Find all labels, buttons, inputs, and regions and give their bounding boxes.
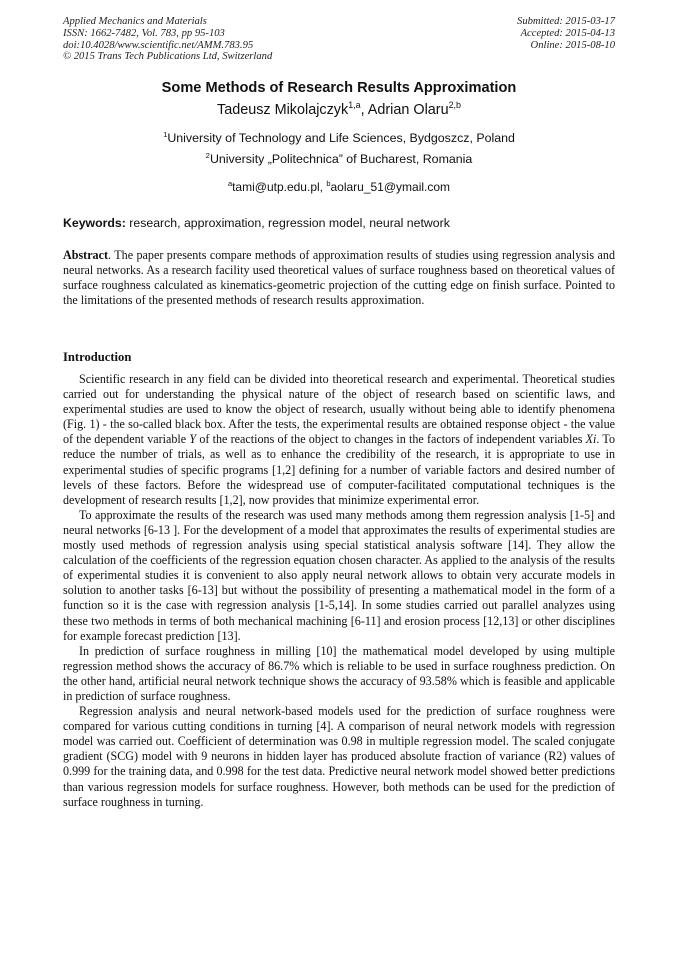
email-b[interactable]: aolaru_51@ymail.com (330, 180, 451, 194)
abstract-text: . The paper presents compare methods of approximation results of studies using regression analysis and neural networks. As a research facility used theoretical values of surface roughness based on theoretical values of surface roughness calculated as kinematics-geometric projection of the cutting edge on finish surface. Pointed to the limitations of the presented methods of research results approximation. (63, 248, 615, 308)
author-1-marker: 1,a (348, 100, 361, 111)
keywords-line (63, 216, 450, 230)
keywords-text: research, approximation, regression model, neural network (125, 216, 450, 230)
author-2-marker: 2,b (448, 100, 461, 111)
publication-dates (517, 16, 615, 51)
affiliation-2 (0, 152, 678, 166)
affiliation-2-marker: 2 (205, 151, 210, 161)
journal-doi: doi:10.4028/www.scientific.net/AMM.783.95 (63, 39, 254, 51)
author-emails (0, 180, 678, 194)
accepted-date: Accepted: 2015-04-13 (520, 27, 615, 39)
email-a[interactable]: tami@utp.edu.pl (232, 180, 320, 194)
intro-p1-text-a: Scientific research in any field can be divided into theoretical research and experimental. Theoretical studies carried out for understanding the physical nature of the object of research based on scientific laws, and experimental studies are used to know the object of research, usually without being able to identify phenomena (Fig. 1) - the so-called black box. After the tests, the experimental results are obtained response object - the value of the dependent variable (63, 372, 615, 447)
intro-p1-text-b: of the reactions of the object to changes in the factors of independent variables (196, 432, 586, 447)
journal-name: Applied Mechanics and Materials (63, 16, 207, 27)
affiliation-1-marker: 1 (163, 130, 168, 140)
author-line (0, 102, 678, 118)
intro-paragraph-3: In prediction of surface roughness in milling [10] the mathematical model developed by using multiple regression method shows the accuracy of 86.7% which is reliable to be used in surface roughness prediction. On the other hand, artificial neural network technique shows the accuracy of 93.58% which is feasible and applicable in prediction of surface roughness. (63, 643, 615, 703)
intro-p1-text-c: . To reduce the number of trials, as well as to enhance the credibility of the research, it is appropriate to use in experimental studies of specific programs [1,2] defining for a number of variable factors and desired number of levels of these factors. Before the widespread use of computer-facilitated computational techniques is the development of research results [1,2], now provides that minimize experimental error. (63, 432, 615, 507)
paper-title: Some Methods of Research Results Approximation (161, 80, 517, 96)
intro-paragraph-2: To approximate the results of the research was used many methods among them regression analysis [1-5] and neural networks [6-13 ]. For the development of a model that approximates the results of experimental studies are mostly used methods of regression analysis using special statistical analysis software [14]. They allow the calculation of the coefficients of the regression equation chosen character. As applied to the analysis of the results of experimental studies it is convenient to also apply neural network allows to obtain very accurate models in solution to another tasks [6-13] but without the possibility of presenting a mathematical model in the form of a function so it is the case with regression analysis [1-5,14]. In some studies carried out parallel analyzes using these two methods in terms of both mechanical machining [6-11] and erosion process [12,13] or other disciplines for example forecast prediction [13]. (63, 507, 615, 643)
email-separator: , (319, 180, 327, 194)
journal-issn: ISSN: 1662-7482, Vol. 783, pp 95-103 (63, 27, 225, 39)
author-2-name: Adrian Olaru (367, 102, 449, 118)
email-a-marker: a (227, 179, 233, 189)
variable-y: Y (189, 432, 197, 447)
variable-xi: Xi (585, 432, 597, 447)
introduction-body (63, 372, 615, 810)
submitted-date: Submitted: 2015-03-17 (517, 16, 615, 27)
author-1-name: Tadeusz Mikolajczyk (217, 102, 349, 118)
author-separator: , (360, 102, 368, 118)
intro-paragraph-4: Regression analysis and neural network-based models used for the prediction of surface roughness were compared for various cutting conditions in turning [4]. A comparison of neural network models with regression model was carried out. Coefficient of determination was 0.98 in multiple regression model. The scaled conjugate gradient (SCG) model with 9 neurons in hidden layer has produced absolute fraction of variance (R2) values of 0.999 for the training data, and 0.998 for the test data. Predictive neural network model showed better predictions than various regression models for surface roughness. However, both methods can be used for the prediction of surface roughness in turning. (63, 704, 615, 809)
affiliation-1-text: University of Technology and Life Sciences, Bydgoszcz, Poland (167, 131, 515, 145)
intro-paragraph-1 (63, 372, 615, 508)
introduction-heading: Introduction (63, 350, 132, 364)
affiliation-1 (0, 131, 678, 145)
abstract-label: Abstract (63, 248, 109, 262)
abstract-paragraph (63, 248, 615, 308)
online-date: Online: 2015-08-10 (530, 39, 615, 51)
email-b-marker: b (326, 179, 331, 189)
affiliation-2-text: University „Politechnica” of Bucharest, Romania (209, 152, 473, 166)
journal-info (63, 16, 272, 63)
journal-copyright: © 2015 Trans Tech Publications Ltd, Switzerland (63, 51, 273, 63)
keywords-label: Keywords: (63, 216, 126, 230)
